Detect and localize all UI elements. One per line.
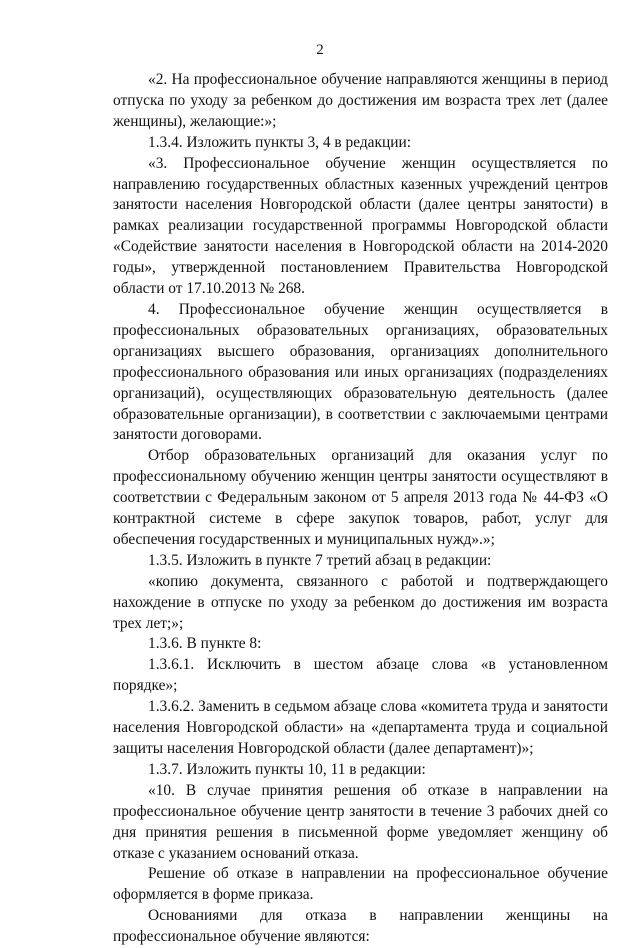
paragraph: Отбор образовательных организаций для оказания услуг по профессиональному обучению женщин центры занятости осуществляют в соответствии с Федеральным законом от 5 апреля 2013 года № 44-ФЗ «О контрактной системе в сфере закупок товаров, работ, услуг для обеспечения государственных и муниципальных нужд».»; bbox=[113, 447, 608, 548]
paragraph: «2. На профессиональное обучение направляются женщины в период отпуска по уходу за ребенком до достижения им возраста трех лет (далее женщины), желающие:»; bbox=[113, 71, 608, 130]
paragraph: 1.3.4. Изложить пункты 3, 4 в редакции: bbox=[148, 133, 411, 151]
paragraph: «3. Профессиональное обучение женщин осуществляется по направлению государственных областных казенных учреждений центров занятости населения Новгородской области (далее центры занятости) в рамках реализации государственной программы Новгородской области «Содействие занятости населения в Новгородской области на 2014-2020 годы», утвержденной постановлением Правительства Новгородской области от 17.10.2013 № 268. bbox=[113, 154, 608, 298]
paragraph: 1.3.6.1. Исключить в шестом абзаце слова «в установленном порядке»; bbox=[113, 656, 608, 695]
page-number: 2 bbox=[316, 42, 324, 58]
paragraph: 1.3.6.2. Заменить в седьмом абзаце слова «комитета труда и занятости населения Новгородской области» на «департамента труда и социальной защиты населения Новгородской области (далее департамент)»; bbox=[113, 698, 608, 757]
paragraph: Основаниями для отказа в направлении женщины на профессиональное обучение являются: bbox=[113, 907, 608, 946]
paragraph: Решение об отказе в направлении на профессиональное обучение оформляется в форме приказа. bbox=[113, 865, 608, 904]
paragraph: «10. В случае принятия решения об отказе в направлении на профессиональное обучение центр занятости в течение 3 рабочих дней со дня принятия решения в письменной форме уведомляет женщину об отказе с указанием оснований отказа. bbox=[113, 781, 608, 862]
paragraph: «копию документа, связанного с работой и подтверждающего нахождение в отпуске по уходу за ребенком до достижения им возраста трех лет;»; bbox=[113, 572, 608, 632]
document-body bbox=[113, 70, 608, 948]
paragraph: 1.3.6. В пункте 8: bbox=[148, 635, 262, 653]
paragraph: 4. Профессиональное обучение женщин осуществляется в профессиональных образовательных организациях, образовательных организациях высшего образования, организациях дополнительного профессионального образования или иных организациях (подразделениях организаций), осуществляющих образовательную деятельность (далее образовательные организации), в соответствии с заключаемыми центрами занятости договорами. bbox=[113, 300, 608, 444]
paragraph: 1.3.7. Изложить пункты 10, 11 в редакции: bbox=[148, 760, 426, 778]
paragraph: 1.3.5. Изложить в пункте 7 третий абзац в редакции: bbox=[148, 551, 492, 569]
